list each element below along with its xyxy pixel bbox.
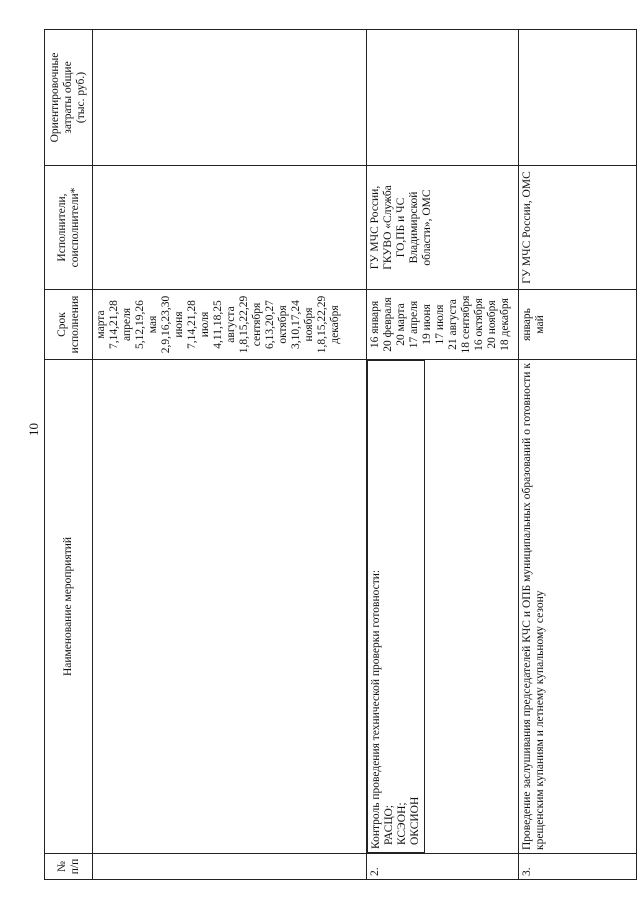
name-line: ОКСИОН	[408, 796, 421, 845]
deadline-line: 16 января	[369, 300, 381, 349]
row-executors: ГУ МЧС России, ГКУВО «Служба ГО,ПБ и ЧС Владимирской области», ОМС	[367, 166, 519, 290]
page-number: 10	[26, 423, 41, 436]
deadline-line: мая	[146, 315, 159, 334]
deadline-line: 21 августа	[446, 299, 459, 350]
table-header-row	[45, 30, 93, 880]
table-row	[519, 30, 637, 880]
deadline-line: 4,11,18,25	[211, 300, 224, 349]
deadline-line: 17 апреля	[407, 300, 420, 349]
deadline-line: 3,10,17,24	[289, 300, 302, 349]
row-name	[93, 360, 367, 854]
deadline-line: октября	[276, 305, 289, 344]
deadline-line: 6,13,20,27	[263, 300, 276, 349]
deadline-line: 20 ноября	[485, 300, 498, 349]
row-deadline	[519, 290, 637, 360]
header-num: № п/п	[45, 854, 93, 880]
name-line: Контроль проведения технической проверки готовности:	[370, 569, 382, 849]
deadline-line: августа	[224, 306, 237, 343]
row-name	[367, 360, 425, 853]
deadline-line: 7,14,21,28	[107, 300, 120, 349]
deadline-line: 19 июня	[420, 304, 433, 345]
deadline-line: 2,9,16,23,30	[159, 295, 172, 354]
row-costs	[367, 30, 519, 166]
rotated-page-content	[44, 30, 636, 880]
deadline-line: 20 марта	[394, 303, 407, 346]
activities-table	[44, 29, 637, 880]
row-num: 3.	[519, 854, 637, 880]
row-executors	[93, 166, 367, 290]
deadline-line: сентября	[250, 302, 263, 347]
deadline-line: апреля	[120, 308, 133, 341]
deadline-line: январь	[521, 308, 533, 341]
deadline-line: 18 декабря	[498, 298, 511, 351]
row-deadline	[93, 290, 367, 360]
row-num: 2.	[367, 854, 519, 880]
deadline-line: 20 февраля	[381, 297, 394, 352]
deadline-line: май	[533, 315, 546, 334]
deadline-line: июня	[172, 311, 185, 338]
table-row	[93, 30, 367, 880]
deadline-line: марта	[95, 310, 107, 339]
deadline-line: 17 июля	[433, 304, 446, 345]
header-executors: Исполнители, соисполнители*	[45, 166, 93, 290]
row-executors: ГУ МЧС России, ОМС	[519, 166, 637, 290]
table-row	[367, 30, 519, 880]
deadline-line: декабря	[328, 305, 341, 344]
name-line: КСЭОН;	[395, 802, 408, 845]
deadline-line: 5,12,19,26	[133, 300, 146, 349]
header-name: Наименование мероприятий	[45, 360, 93, 854]
row-deadline	[367, 290, 519, 360]
deadline-line: 7,14,21,28	[185, 300, 198, 349]
deadline-line: 1,8,15,22,29	[237, 295, 250, 354]
deadline-line: ноября	[302, 307, 315, 342]
row-costs	[519, 30, 637, 166]
header-deadline: Срок исполнения	[45, 290, 93, 360]
name-line: РАСЦО;	[382, 805, 395, 845]
deadline-line: июля	[198, 311, 211, 338]
row-num	[93, 854, 367, 880]
row-name: Проведение заслушивания председателей КЧС и ОПБ муниципальных образований о готовности к крещенским купаниям и летнему купальному сезону	[519, 360, 637, 854]
deadline-line: 16 октября	[472, 298, 485, 351]
row-costs	[93, 30, 367, 166]
deadline-line: 1,8,15,22,29	[315, 295, 328, 354]
deadline-line: 18 сентября	[459, 295, 472, 354]
header-costs: Ориентировочные затраты общие (тыс. руб.)	[45, 30, 93, 166]
